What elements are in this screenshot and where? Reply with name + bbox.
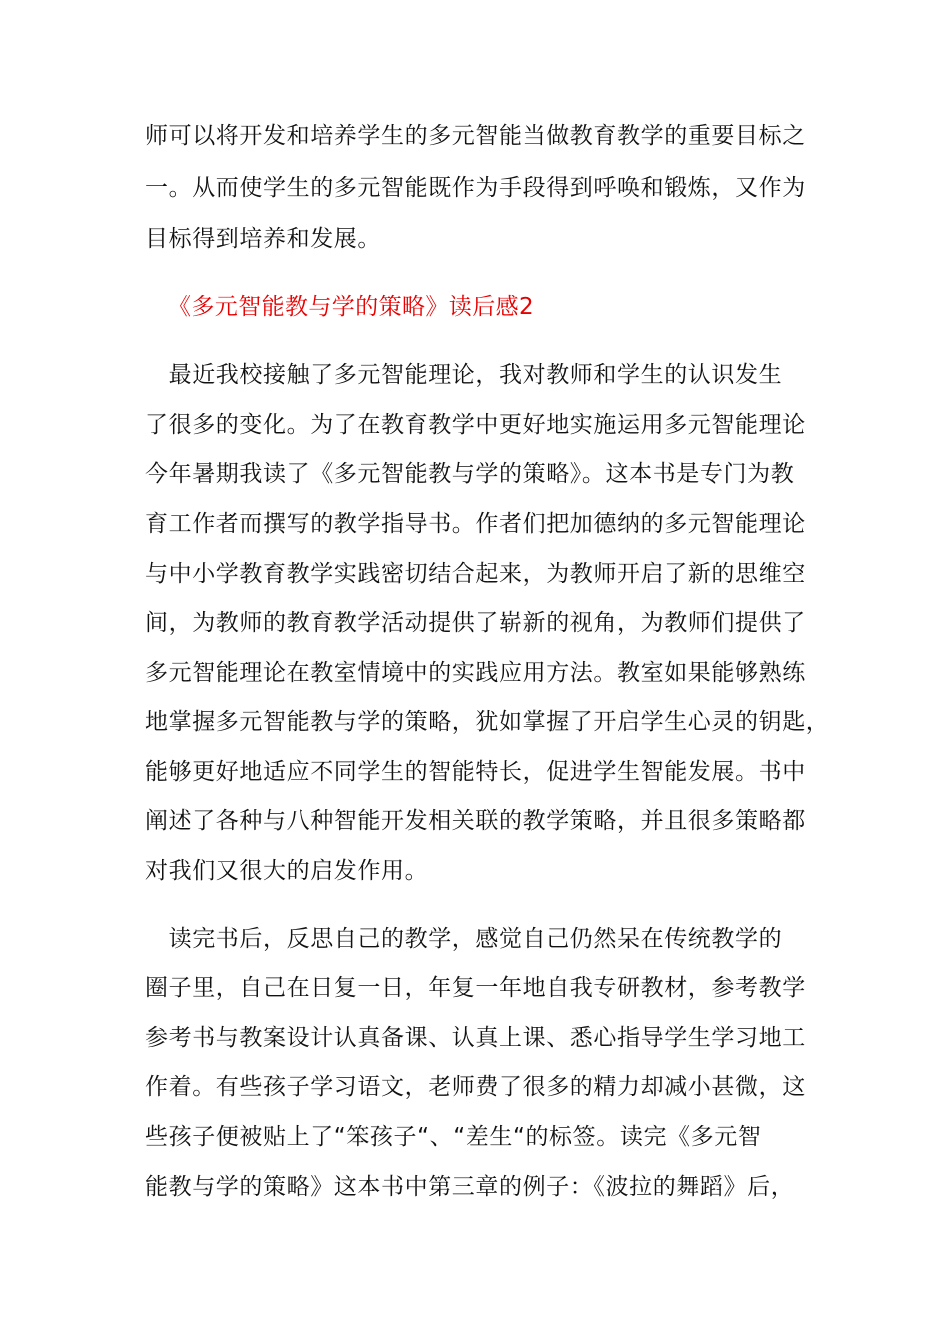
- paragraph2-line-3: 参考书与教案设计认真备课、认真上课、悉心指导学生学习地工: [145, 1025, 806, 1051]
- paragraph1-line-8: 地掌握多元智能教与学的策略，犹如掌握了开启学生心灵的钥匙，: [145, 709, 830, 735]
- paragraph1-line-4: 育工作者而撰写的教学指导书。作者们把加德纳的多元智能理论: [145, 511, 806, 537]
- paragraph1-line-5: 与中小学教育教学实践密切结合起来，为教师开启了新的思维空: [145, 561, 806, 587]
- paragraph2-line-4: 作着。有些孩子学习语文，老师费了很多的精力却减小甚微，这: [145, 1074, 806, 1100]
- paragraph2-line-5: 些孩子便被贴上了“笨孩子“、“差生“的标签。读完《多元智: [145, 1124, 762, 1150]
- paragraph2-line-6: 能教与学的策略》这本书中第三章的例子：《波拉的舞蹈》后，: [145, 1174, 795, 1200]
- paragraph1-line-2: 了很多的变化。为了在教育教学中更好地实施运用多元智能理论: [145, 412, 806, 438]
- paragraph1-line-6: 间，为教师的教育教学活动提供了崭新的视角，为教师们提供了: [145, 610, 806, 636]
- paragraph2-line-1: 读完书后，反思自己的教学，感觉自己仍然呆在传统教学的: [145, 926, 783, 952]
- paragraph2-line-2: 圈子里，自己在日复一日，年复一年地自我专研教材，参考教学: [145, 975, 806, 1001]
- section-heading: 《多元智能教与学的策略》读后感2: [168, 294, 535, 320]
- paragraph1-line-1: 最近我校接触了多元智能理论，我对教师和学生的认识发生: [145, 362, 783, 388]
- intro-line-2: 一。从而使学生的多元智能既作为手段得到呼唤和锻炼，又作为: [145, 175, 806, 201]
- intro-line-3: 目标得到培养和发展。: [145, 226, 381, 252]
- paragraph1-line-11: 对我们又很大的启发作用。: [145, 858, 429, 884]
- intro-line-1: 师可以将开发和培养学生的多元智能当做教育教学的重要目标之: [145, 123, 806, 149]
- paragraph1-line-9: 能够更好地适应不同学生的智能特长，促进学生智能发展。书中: [145, 759, 806, 785]
- paragraph1-line-3: 今年暑期我读了《多元智能教与学的策略》。这本书是专门为教: [145, 461, 795, 487]
- paragraph1-line-10: 阐述了各种与八种智能开发相关联的教学策略，并且很多策略都: [145, 808, 806, 834]
- paragraph1-line-7: 多元智能理论在教室情境中的实践应用方法。教室如果能够熟练: [145, 660, 806, 686]
